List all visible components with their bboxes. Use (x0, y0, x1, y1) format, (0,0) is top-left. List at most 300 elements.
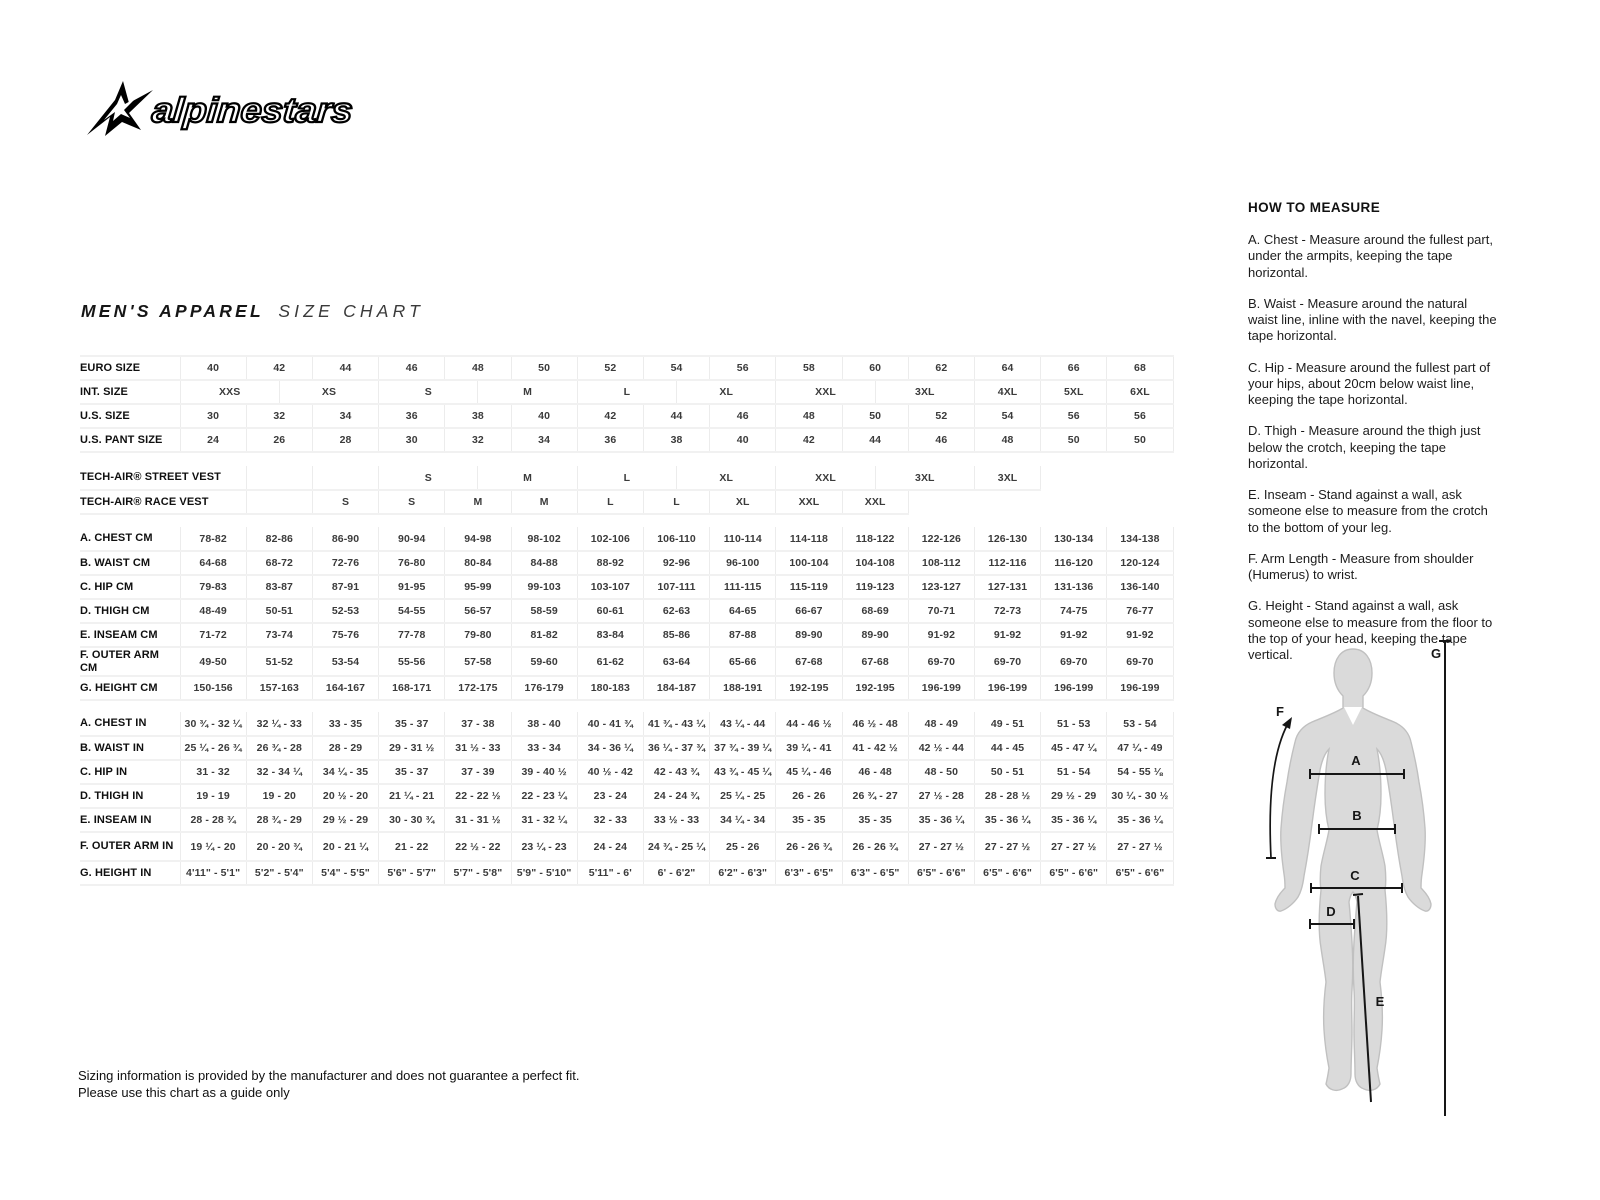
size-cell: 63-64 (643, 647, 709, 676)
size-cell: 118-122 (842, 527, 908, 551)
size-cell: 96-100 (710, 551, 776, 575)
size-cell: 41 ¾ - 43 ¼ (643, 712, 709, 736)
size-cell: 40 ½ - 42 (577, 760, 643, 784)
size-cell: 35 - 36 ¼ (1041, 808, 1107, 832)
size-cell: XL (710, 490, 776, 514)
size-cell: 91-92 (1107, 623, 1173, 647)
size-cell: XXL (776, 466, 875, 490)
size-cell: XXL (776, 490, 842, 514)
size-cell: 89-90 (776, 623, 842, 647)
size-cell: 56 (710, 356, 776, 380)
table-row (80, 356, 1173, 380)
size-cell: L (577, 490, 643, 514)
logo-wordmark: alpinestars (150, 91, 355, 131)
size-cell: 98-102 (511, 527, 577, 551)
figure-label-g: G (1430, 646, 1442, 661)
size-cell: 112-116 (974, 551, 1040, 575)
title-primary: MEN'S APPAREL (81, 301, 264, 321)
table-row (80, 736, 1173, 760)
row-label: E. INSEAM IN (80, 808, 180, 832)
size-cell: 50-51 (246, 599, 312, 623)
size-cell: 85-86 (643, 623, 709, 647)
size-cell: 80-84 (445, 551, 511, 575)
size-cell: 40 (511, 404, 577, 428)
title-secondary: SIZE CHART (278, 301, 425, 321)
size-cell: 49 - 51 (974, 712, 1040, 736)
size-cell: 52 (577, 356, 643, 380)
size-cell: 60-61 (577, 599, 643, 623)
size-cell: XL (677, 380, 776, 404)
size-cell: 26 - 26 ¾ (776, 832, 842, 861)
size-cell: 196-199 (1107, 676, 1173, 700)
size-cell: 24 - 24 ¾ (643, 784, 709, 808)
size-cell: 91-92 (1041, 623, 1107, 647)
size-cell: 69-70 (1041, 647, 1107, 676)
size-cell: 40 (710, 428, 776, 452)
size-cell: 38 (445, 404, 511, 428)
size-cell: L (643, 490, 709, 514)
size-cell: 37 - 38 (445, 712, 511, 736)
size-cell: 5'7" - 5'8" (445, 861, 511, 885)
size-cell: 28 - 28 ¾ (180, 808, 246, 832)
size-cell: 28 ¾ - 29 (246, 808, 312, 832)
table-row (80, 861, 1173, 885)
size-cell: 31 - 32 (180, 760, 246, 784)
size-cell: 68 (1107, 356, 1173, 380)
size-cell: 5'2" - 5'4" (246, 861, 312, 885)
size-cell: 39 ¼ - 41 (776, 736, 842, 760)
size-cell: S (379, 380, 478, 404)
size-cell: 87-91 (312, 575, 378, 599)
size-cell: 31 - 31 ½ (445, 808, 511, 832)
size-cell: 44 - 45 (974, 736, 1040, 760)
size-cell: 6'5" - 6'6" (908, 861, 974, 885)
size-cell: 56 (1107, 404, 1173, 428)
row-label: D. THIGH CM (80, 599, 180, 623)
measure-instruction-waist: B. Waist - Measure around the natural waist line, inline with the navel, keeping the tape horizontal. (1248, 295, 1497, 344)
size-cell: 51-52 (246, 647, 312, 676)
size-cell: 19 ¼ - 20 (180, 832, 246, 861)
size-cell: 6XL (1107, 380, 1173, 404)
size-cell: 74-75 (1041, 599, 1107, 623)
size-cell: 88-92 (577, 551, 643, 575)
row-label: TECH-AIR® RACE VEST (80, 490, 180, 514)
disclaimer-line-1: Sizing information is provided by the manufacturer and does not guarantee a perfect fit. (78, 1068, 580, 1083)
table-gap (80, 514, 1173, 527)
size-cell: 43 ¼ - 44 (710, 712, 776, 736)
size-cell: 28 - 28 ½ (974, 784, 1040, 808)
row-label: EURO SIZE (80, 356, 180, 380)
size-cell: 37 ¾ - 39 ¼ (710, 736, 776, 760)
row-label: U.S. SIZE (80, 404, 180, 428)
size-cell: 70-71 (908, 599, 974, 623)
size-cell: 73-74 (246, 623, 312, 647)
size-cell: 95-99 (445, 575, 511, 599)
measure-instruction-hip: C. Hip - Measure around the fullest part of your hips, about 20cm below waist line, keeping the tape horizontal. (1248, 359, 1491, 407)
size-cell: 58-59 (511, 599, 577, 623)
size-cell: 119-123 (842, 575, 908, 599)
size-cell: 20 - 21 ¼ (312, 832, 378, 861)
size-cell: 27 ½ - 28 (908, 784, 974, 808)
figure-label-b: B (1352, 808, 1362, 823)
size-cell: 46 (908, 428, 974, 452)
size-cell: 4'11" - 5'1" (180, 861, 246, 885)
size-cell: 68-72 (246, 551, 312, 575)
size-cell: 24 (180, 428, 246, 452)
size-chart-table-wrap (80, 355, 1173, 886)
size-cell: 120-124 (1107, 551, 1173, 575)
alpinestars-star-icon (84, 79, 156, 143)
size-cell: 22 - 23 ¼ (511, 784, 577, 808)
size-cell: 41 - 42 ½ (842, 736, 908, 760)
size-cell: 20 ½ - 20 (312, 784, 378, 808)
size-cell: 50 - 51 (974, 760, 1040, 784)
size-cell: 94-98 (445, 527, 511, 551)
measure-instruction-chest: A. Chest - Measure around the fullest part, under the armpits, keeping the tape horizontal. (1248, 232, 1493, 280)
size-cell: 69-70 (908, 647, 974, 676)
size-cell: 176-179 (511, 676, 577, 700)
size-cell: 72-76 (312, 551, 378, 575)
size-cell: 22 - 22 ½ (445, 784, 511, 808)
table-row (80, 599, 1173, 623)
size-cell: 38 (643, 428, 709, 452)
size-cell: 49-50 (180, 647, 246, 676)
size-cell: 69-70 (974, 647, 1040, 676)
size-cell: 106-110 (643, 527, 709, 551)
size-cell: 23 ¼ - 23 (511, 832, 577, 861)
size-cell: 54-55 (379, 599, 445, 623)
size-cell: 92-96 (643, 551, 709, 575)
size-cell: 5'11" - 6' (577, 861, 643, 885)
size-cell: 26 ¾ - 28 (246, 736, 312, 760)
size-cell: 24 ¾ - 25 ¼ (643, 832, 709, 861)
size-cell: 27 - 27 ½ (908, 832, 974, 861)
size-cell: 134-138 (1107, 527, 1173, 551)
size-cell: 45 ¼ - 46 (776, 760, 842, 784)
how-to-measure-title: HOW TO MEASURE (1248, 200, 1381, 215)
measure-instruction-inseam: E. Inseam - Stand against a wall, ask someone else to measure from the crotch to the bottom of your leg. (1248, 487, 1488, 535)
size-cell: 26 (246, 428, 312, 452)
size-cell (908, 490, 1173, 514)
measure-instruction-thigh: D. Thigh - Measure around the thigh just below the crotch, keeping the tape horizontal. (1248, 423, 1481, 471)
size-cell: 35 - 37 (379, 760, 445, 784)
size-cell: 34 ¼ - 35 (312, 760, 378, 784)
size-cell: 6'5" - 6'6" (1107, 861, 1173, 885)
size-cell: 5'4" - 5'5" (312, 861, 378, 885)
size-cell: 42 (776, 428, 842, 452)
row-label: G. HEIGHT CM (80, 676, 180, 700)
size-cell: 44 (842, 428, 908, 452)
size-cell: 30 (379, 428, 445, 452)
size-cell: 35 - 35 (842, 808, 908, 832)
size-cell: 54 (643, 356, 709, 380)
size-cell: 83-84 (577, 623, 643, 647)
size-cell: 44 - 46 ½ (776, 712, 842, 736)
size-cell: 58 (776, 356, 842, 380)
size-cell: 35 - 36 ¼ (1107, 808, 1173, 832)
size-cell: 46 (379, 356, 445, 380)
size-cell: S (379, 466, 478, 490)
table-row (80, 466, 1173, 490)
alpinestars-logo (84, 78, 353, 144)
size-cell: 102-106 (577, 527, 643, 551)
size-cell (246, 490, 312, 514)
size-cell: 35 - 36 ¼ (974, 808, 1040, 832)
size-cell: 69-70 (1107, 647, 1173, 676)
size-cell: 68-69 (842, 599, 908, 623)
size-cell: M (478, 380, 577, 404)
page-title (81, 301, 424, 322)
size-cell: 27 - 27 ½ (1041, 832, 1107, 861)
size-cell: 38 - 40 (511, 712, 577, 736)
row-label: G. HEIGHT IN (80, 861, 180, 885)
size-cell: 54 (974, 404, 1040, 428)
size-cell: 71-72 (180, 623, 246, 647)
size-cell: 43 ¾ - 45 ¼ (710, 760, 776, 784)
size-cell: 114-118 (776, 527, 842, 551)
size-cell: 123-127 (908, 575, 974, 599)
table-row (80, 647, 1173, 676)
table-gap-row (80, 452, 1173, 466)
size-cell: 81-82 (511, 623, 577, 647)
table-gap-row (80, 514, 1173, 527)
table-row (80, 623, 1173, 647)
size-cell: 48-49 (180, 599, 246, 623)
row-label: INT. SIZE (80, 380, 180, 404)
table-row (80, 551, 1173, 575)
size-cell: XXL (842, 490, 908, 514)
size-cell: 32 - 33 (577, 808, 643, 832)
figure-label-c: C (1350, 868, 1360, 883)
size-cell: 19 - 20 (246, 784, 312, 808)
size-cell: 50 (1107, 428, 1173, 452)
size-cell: 6' - 6'2" (643, 861, 709, 885)
size-cell: 56 (1041, 404, 1107, 428)
size-cell (312, 466, 378, 490)
size-cell: 29 ½ - 29 (312, 808, 378, 832)
table-row (80, 527, 1173, 551)
size-cell: 100-104 (776, 551, 842, 575)
measure-instruction-arm: F. Arm Length - Measure from shoulder (Humerus) to wrist. (1248, 550, 1474, 582)
size-cell: 115-119 (776, 575, 842, 599)
size-cell: 25 ¼ - 26 ¾ (180, 736, 246, 760)
size-cell: 83-87 (246, 575, 312, 599)
row-label: B. WAIST CM (80, 551, 180, 575)
size-cell: 89-90 (842, 623, 908, 647)
size-cell: 24 - 24 (577, 832, 643, 861)
size-cell: 42 - 43 ¾ (643, 760, 709, 784)
size-cell: 53 - 54 (1107, 712, 1173, 736)
size-cell: 107-111 (643, 575, 709, 599)
size-cell: 46 - 48 (842, 760, 908, 784)
figure-label-f: F (1276, 704, 1284, 719)
size-cell: 20 - 20 ¾ (246, 832, 312, 861)
size-cell: 47 ¼ - 49 (1107, 736, 1173, 760)
size-cell: 103-107 (577, 575, 643, 599)
size-cell: 157-163 (246, 676, 312, 700)
size-cell: M (445, 490, 511, 514)
size-cell: 188-191 (710, 676, 776, 700)
row-label: C. HIP IN (80, 760, 180, 784)
size-cell: 27 - 27 ½ (1107, 832, 1173, 861)
table-row (80, 832, 1173, 861)
size-cell: 35 - 35 (776, 808, 842, 832)
table-row (80, 676, 1173, 700)
size-cell: 42 ½ - 44 (908, 736, 974, 760)
size-cell: 108-112 (908, 551, 974, 575)
size-cell: 61-62 (577, 647, 643, 676)
size-cell: 46 ½ - 48 (842, 712, 908, 736)
figure-label-d: D (1326, 904, 1336, 919)
size-cell: XS (279, 380, 378, 404)
size-cell: M (478, 466, 577, 490)
size-cell: 30 ¼ - 30 ½ (1107, 784, 1173, 808)
size-cell: 19 - 19 (180, 784, 246, 808)
size-cell: 116-120 (1041, 551, 1107, 575)
size-cell: 91-92 (908, 623, 974, 647)
size-cell: S (312, 490, 378, 514)
size-cell: 48 (776, 404, 842, 428)
size-cell: 50 (511, 356, 577, 380)
table-row (80, 808, 1173, 832)
size-cell: 48 (445, 356, 511, 380)
figure-label-a: A (1351, 753, 1361, 768)
size-cell: 48 (974, 428, 1040, 452)
size-cell: 180-183 (577, 676, 643, 700)
size-cell: 29 ½ - 29 (1041, 784, 1107, 808)
size-cell: 99-103 (511, 575, 577, 599)
size-cell: 57-58 (445, 647, 511, 676)
size-cell: 54 - 55 ⅛ (1107, 760, 1173, 784)
row-label: B. WAIST IN (80, 736, 180, 760)
size-cell: 90-94 (379, 527, 445, 551)
size-cell: 25 - 26 (710, 832, 776, 861)
size-cell: 48 - 50 (908, 760, 974, 784)
size-cell: 39 - 40 ½ (511, 760, 577, 784)
size-cell: 26 - 26 (776, 784, 842, 808)
row-label: A. CHEST IN (80, 712, 180, 736)
size-cell: 30 ¾ - 32 ¼ (180, 712, 246, 736)
table-row (80, 575, 1173, 599)
size-cell: 32 - 34 ¼ (246, 760, 312, 784)
size-cell: 172-175 (445, 676, 511, 700)
size-cell: 164-167 (312, 676, 378, 700)
size-cell: 35 - 36 ¼ (908, 808, 974, 832)
size-cell: 3XL (974, 466, 1040, 490)
size-cell: 184-187 (643, 676, 709, 700)
size-cell: 127-131 (974, 575, 1040, 599)
row-label: E. INSEAM CM (80, 623, 180, 647)
size-cell: 42 (577, 404, 643, 428)
size-cell: 5'6" - 5'7" (379, 861, 445, 885)
table-gap (80, 700, 1173, 712)
disclaimer (78, 1068, 580, 1102)
size-cell: 60 (842, 356, 908, 380)
row-label: C. HIP CM (80, 575, 180, 599)
table-row (80, 760, 1173, 784)
size-cell: 34 ¼ - 34 (710, 808, 776, 832)
size-cell: 31 ½ - 33 (445, 736, 511, 760)
size-cell: 192-195 (776, 676, 842, 700)
size-cell: 44 (643, 404, 709, 428)
size-cell: 53-54 (312, 647, 378, 676)
size-cell: 34 - 36 ¼ (577, 736, 643, 760)
size-cell: 62 (908, 356, 974, 380)
size-cell: 64-65 (710, 599, 776, 623)
table-row (80, 428, 1173, 452)
size-cell: 28 (312, 428, 378, 452)
size-cell: 36 ¼ - 37 ¾ (643, 736, 709, 760)
size-cell: 196-199 (1041, 676, 1107, 700)
size-cell: 55-56 (379, 647, 445, 676)
size-cell: 130-134 (1041, 527, 1107, 551)
table-row (80, 712, 1173, 736)
size-cell: 21 - 22 (379, 832, 445, 861)
size-cell: 196-199 (974, 676, 1040, 700)
size-cell: 72-73 (974, 599, 1040, 623)
size-cell: 33 - 35 (312, 712, 378, 736)
size-cell: 84-88 (511, 551, 577, 575)
size-cell: M (511, 490, 577, 514)
size-cell: 192-195 (842, 676, 908, 700)
size-cell: 56-57 (445, 599, 511, 623)
size-cell: 64-68 (180, 551, 246, 575)
size-cell: 6'3" - 6'5" (776, 861, 842, 885)
size-cell: 33 - 34 (511, 736, 577, 760)
size-cell: XL (677, 466, 776, 490)
size-cell: 65-66 (710, 647, 776, 676)
size-cell: 34 (312, 404, 378, 428)
size-cell: 67-68 (776, 647, 842, 676)
size-cell: 82-86 (246, 527, 312, 551)
size-cell: 25 ¼ - 25 (710, 784, 776, 808)
size-cell: 40 (180, 356, 246, 380)
size-cell: 51 - 54 (1041, 760, 1107, 784)
size-cell: 52-53 (312, 599, 378, 623)
size-cell: 44 (312, 356, 378, 380)
size-cell: 150-156 (180, 676, 246, 700)
size-cell: 37 - 39 (445, 760, 511, 784)
size-cell: 77-78 (379, 623, 445, 647)
size-cell: 76-77 (1107, 599, 1173, 623)
size-cell: 110-114 (710, 527, 776, 551)
size-cell: 22 ½ - 22 (445, 832, 511, 861)
size-cell: 50 (842, 404, 908, 428)
size-cell: 30 - 30 ¾ (379, 808, 445, 832)
size-cell: 79-80 (445, 623, 511, 647)
body-measurement-figure (1243, 628, 1478, 1116)
size-cell: 6'3" - 6'5" (842, 861, 908, 885)
size-cell: 91-92 (974, 623, 1040, 647)
size-cell: 26 ¾ - 27 (842, 784, 908, 808)
size-cell: 32 (246, 404, 312, 428)
size-cell: 3XL (875, 380, 974, 404)
size-cell: 76-80 (379, 551, 445, 575)
how-to-measure-panel (1248, 200, 1500, 678)
size-cell: 28 - 29 (312, 736, 378, 760)
row-label: TECH-AIR® STREET VEST (80, 466, 180, 490)
size-cell: 42 (246, 356, 312, 380)
size-cell: 91-95 (379, 575, 445, 599)
size-cell: 66 (1041, 356, 1107, 380)
size-cell: 4XL (974, 380, 1040, 404)
table-gap (80, 452, 1173, 466)
size-cell: 26 - 26 ¾ (842, 832, 908, 861)
table-row (80, 784, 1173, 808)
size-cell: L (577, 380, 676, 404)
size-cell: 136-140 (1107, 575, 1173, 599)
size-cell: 6'2" - 6'3" (710, 861, 776, 885)
